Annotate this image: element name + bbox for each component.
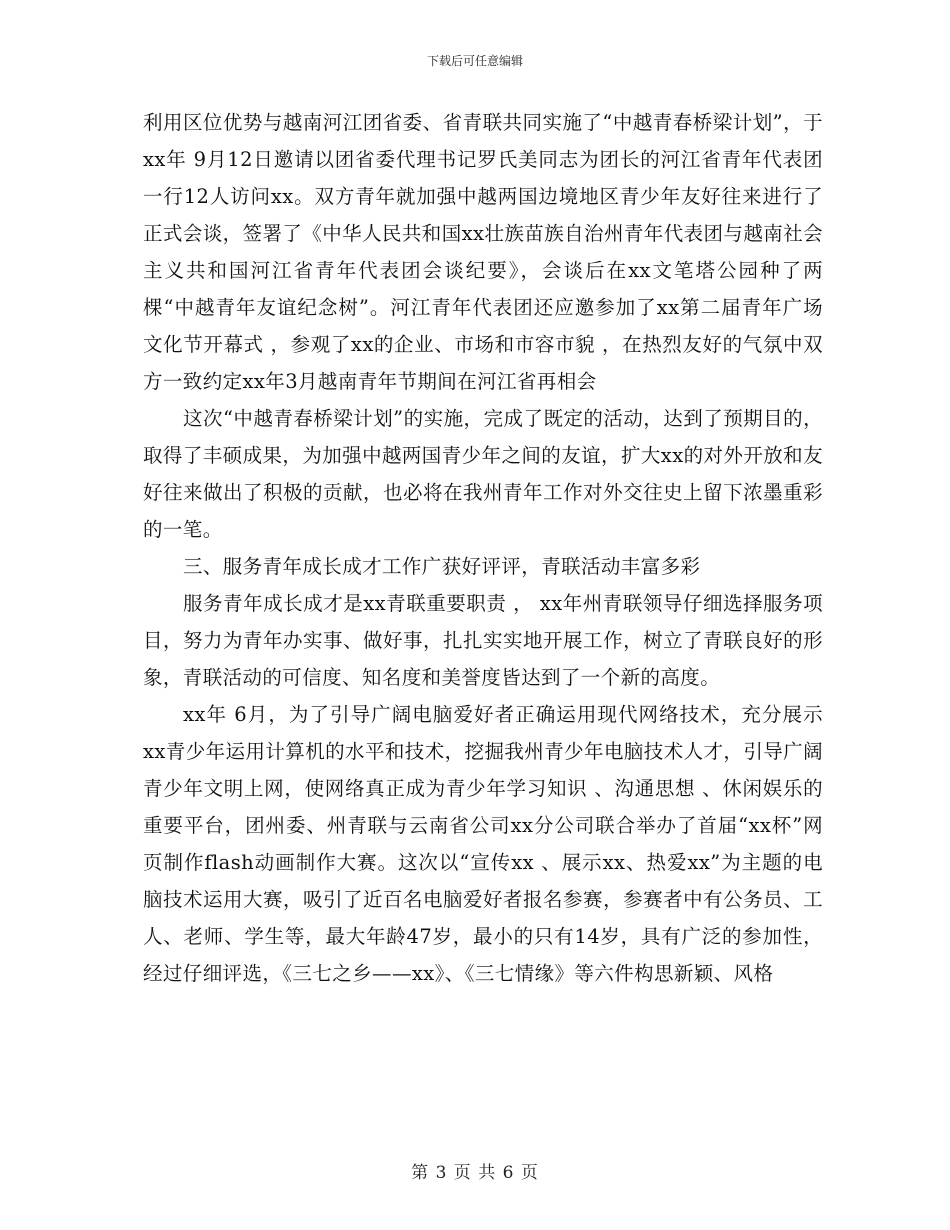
paragraph-3: 服务青年成长成才是xx青联重要职责 ， xx年州青联领导仔细选择服务项目，努力为青年办实事、做好事，扎扎实实地开展工作，树立了青联良好的形象，青联活动的可信度、知名度和美誉度皆达到了一个新的高度。 [143, 592, 823, 689]
section-heading: 三、服务青年成长成才工作广获好评评，青联活动丰富多彩 [183, 555, 701, 578]
page-footer: 第 3 页 共 6 页 [411, 1163, 539, 1183]
document-body [143, 104, 823, 992]
page-header: 下载后可任意编辑 [426, 54, 523, 68]
paragraph-1: 利用区位优势与越南河江团省委、省青联共同实施了“中越青春桥梁计划”，于xx年 9月12日邀请以团省委代理书记罗氏美同志为团长的河江省青年代表团一行12人访问xx。双方青年就加强中越两国边境地区青少年友好往来进行了正式会谈，签署了《中华人民共和国xx壮族苗族自治州青年代表团与越南社会主义共和国河江省青年代表团会谈纪要》，会谈后在xx文笔塔公园种了两棵“中越青年友谊纪念树”。河江青年代表团还应邀参加了xx第二届青年广场文化节开幕式 ，参观了xx的企业、市场和市容市貌 ，在热烈友好的气氛中双方一致约定xx年3月越南青年节期间在河江省再相会 [143, 111, 823, 393]
paragraph-4: xx年 6月，为了引导广阔电脑爱好者正确运用现代网络技术，充分展示xx青少年运用计算机的水平和技术，挖掘我州青少年电脑技术人才，引导广阔青少年文明上网，使网络真正成为青少年学习知识 、沟通思想 、休闲娱乐的重要平台，团州委、州青联与云南省公司xx分公司联合举办了首届“xx杯”网页制作flash动画制作大赛。这次以“宣传xx 、展示xx、热爱xx”为主题的电脑技术运用大赛，吸引了近百名电脑爱好者报名参赛，参赛者中有公务员、工人、老师、学生等，最大年龄47岁，最小的只有14岁，具有广泛的参加性，经过仔细评选，《三七之乡——xx》、《三七情缘》等六件构思新颖、风格 [143, 703, 823, 985]
paragraph-2: 这次“中越青春桥梁计划”的实施，完成了既定的活动，达到了预期目的，取得了丰硕成果，为加强中越两国青少年之间的友谊，扩大xx的对外开放和友好往来做出了积极的贡献，也必将在我州青年工作对外交往史上留下浓墨重彩的一笔。 [143, 407, 823, 541]
